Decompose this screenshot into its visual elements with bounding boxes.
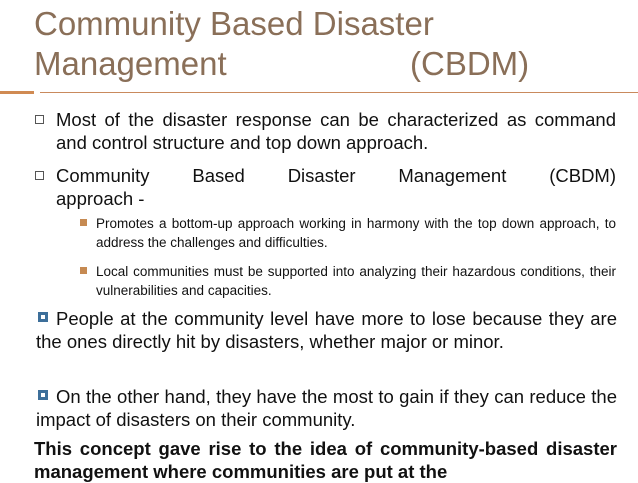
title-line-2 <box>34 44 530 84</box>
bullet-text <box>56 164 616 210</box>
title-divider <box>40 92 638 93</box>
bullet-text: Most of the disaster response can be characterized as command and control structure and top down approach. <box>56 109 616 153</box>
check-bullet-text: People at the community level have more to lose because they are the ones directly hit by disasters, whether major or minor. <box>36 308 617 352</box>
title-line-1: Community Based Disaster <box>34 5 434 42</box>
bullet-text-line-2: approach - <box>56 188 145 209</box>
concept-paragraph: This concept gave rise to the idea of community-based disaster management where communities are put at the <box>34 438 617 482</box>
bullet-text-line-1: Community Based Disaster Management (CBDM) <box>56 165 616 186</box>
sub-bullet-text: Promotes a bottom-up approach working in harmony with the top down approach, to address the challenges and difficulties. <box>96 216 616 250</box>
sub-bullet-text: Local communities must be supported into analyzing their hazardous conditions, their vulnerabilities and capacities. <box>96 264 616 298</box>
checkbox-bullet-icon <box>35 171 44 180</box>
title-abbreviation: (CBDM) <box>410 45 530 82</box>
title-management: Management <box>34 45 227 82</box>
square-bullet-icon <box>80 219 87 226</box>
checkbox-bullet-icon <box>35 115 44 124</box>
square-bullet-icon <box>80 267 87 274</box>
slide-title <box>34 4 530 84</box>
check-bullet-text: On the other hand, they have the most to gain if they can reduce the impact of disasters on their community. <box>36 386 617 430</box>
title-accent-bar <box>0 91 34 94</box>
